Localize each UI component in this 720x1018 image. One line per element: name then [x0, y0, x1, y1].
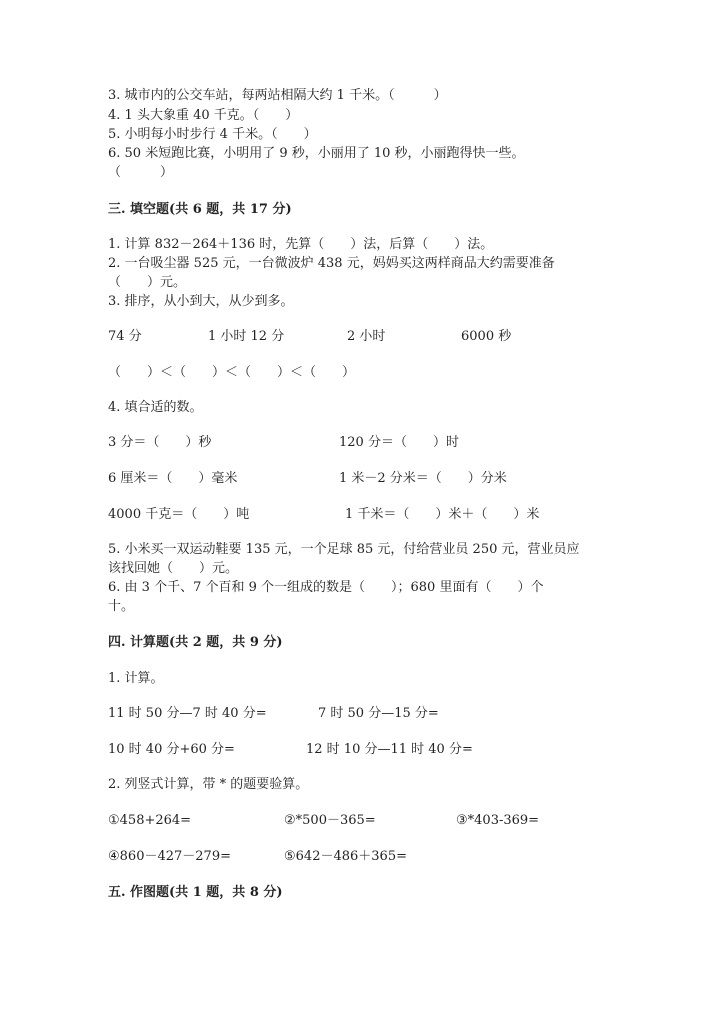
calc-q2-item: ③*403-369= — [456, 813, 540, 828]
section-heading-draw: 五. 作图题(共 1 题，共 8 分) — [108, 885, 283, 900]
fill-q2-line2: （ ）元。 — [108, 275, 187, 290]
calc-q2: 2. 列竖式计算，带 * 的题要验算。 — [108, 777, 309, 792]
sort-item: 6000 秒 — [461, 329, 512, 344]
judge-q3: 3. 城市内的公交车站，每两站相隔大约 1 千米。（ ） — [108, 88, 447, 103]
calc-q1-item: 12 时 10 分—11 时 40 分= — [306, 742, 473, 757]
calc-q1-item: 10 时 40 分+60 分= — [108, 742, 235, 757]
fill-q4-item: 120 分＝（ ）时 — [339, 435, 459, 450]
calc-q2-item: ④860－427－279= — [108, 849, 231, 864]
fill-q4-item: 1 米－2 分米＝（ ）分米 — [339, 471, 507, 486]
fill-q4-item: 1 千米＝（ ）米＋（ ）米 — [345, 507, 540, 522]
section-heading-calc: 四. 计算题(共 2 题，共 9 分) — [108, 635, 283, 650]
fill-q4-item: 6 厘米＝（ ）毫米 — [108, 471, 238, 486]
sort-item: 1 小时 12 分 — [208, 329, 285, 344]
calc-q1-item: 7 时 50 分—15 分= — [318, 706, 439, 721]
fill-q4-item: 3 分＝（ ）秒 — [108, 435, 212, 450]
judge-q4: 4. 1 头大象重 40 千克。（ ） — [108, 108, 299, 123]
judge-q5: 5. 小明每小时步行 4 千米。（ ） — [108, 127, 317, 142]
fill-q4: 4. 填合适的数。 — [108, 400, 203, 415]
judge-q6-line2: （ ） — [108, 165, 174, 180]
fill-q5-line1: 5. 小米买一双运动鞋要 135 元，一个足球 85 元，付给营业员 250 元，营业员应 — [108, 542, 580, 557]
section-heading-fill: 三. 填空题(共 6 题，共 17 分) — [108, 202, 292, 217]
fill-q6-line2: 十。 — [108, 599, 135, 614]
fill-q4-item: 4000 千克＝（ ）吨 — [108, 507, 250, 522]
sort-item: 2 小时 — [347, 329, 386, 344]
fill-q2-line1: 2. 一台吸尘器 525 元，一台微波炉 438 元，妈妈买这两样商品大约需要准备 — [108, 256, 555, 271]
fill-q5-line2: 该找回她（ ）元。 — [108, 561, 239, 576]
fill-q6-line1: 6. 由 3 个千、7 个百和 9 个一组成的数是（ ）；680 里面有（ ）个 — [108, 580, 544, 595]
judge-q6-line1: 6. 50 米短跑比赛，小明用了 9 秒，小丽用了 10 秒，小丽跑得快一些。 — [108, 146, 525, 161]
calc-q1-item: 11 时 50 分—7 时 40 分= — [108, 706, 267, 721]
calc-q2-item: ②*500－365= — [284, 813, 376, 828]
calc-q2-item: ①458+264= — [108, 813, 192, 828]
calc-q2-item: ⑤642－486＋365= — [284, 849, 407, 864]
fill-q1: 1. 计算 832－264＋136 时，先算（ ）法，后算（ ）法。 — [108, 237, 494, 252]
calc-q1: 1. 计算。 — [108, 671, 164, 686]
sort-item: 74 分 — [108, 329, 142, 344]
fill-q3: 3. 排序，从小到大，从少到多。 — [108, 294, 294, 309]
sort-blanks: （ ）＜（ ）＜（ ）＜（ ） — [108, 365, 356, 380]
